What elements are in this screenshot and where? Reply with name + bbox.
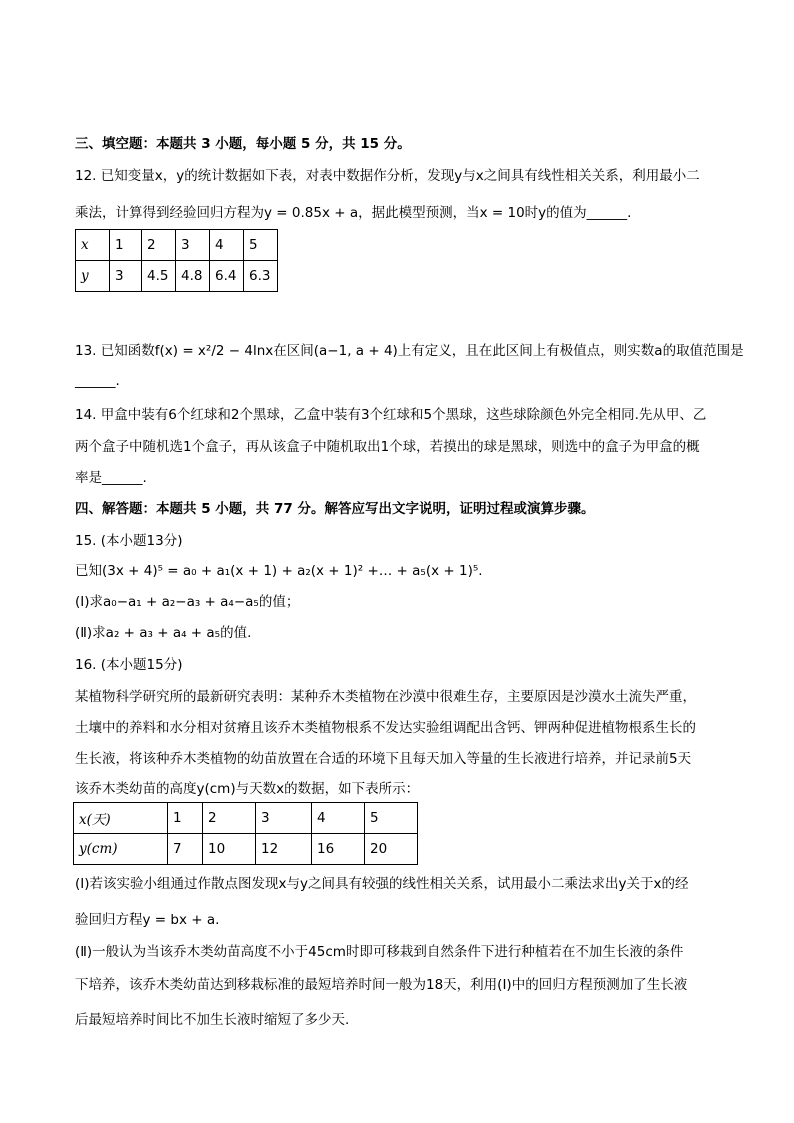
q16-table-cell: y(cm): [74, 834, 168, 865]
q16-table-cell: 1: [168, 803, 203, 834]
q16-part2-line2: 下培养，该乔木类幼苗达到移栽标准的最短培养时间一般为18天，利用(Ⅰ)中的回归方程预测加了生长液: [75, 977, 688, 993]
q12-table-cell: 4.8: [176, 261, 210, 292]
q12-table-row: [76, 230, 278, 261]
q16-table-row: [74, 803, 418, 834]
q16-table-cell: 16: [312, 834, 365, 865]
q15-header: 15. (本小题13分): [75, 533, 183, 549]
q12-line1: 12. 已知变量x，y的统计数据如下表，对表中数据作分析，发现y与x之间具有线性相关关系，利用最小二: [75, 168, 700, 184]
q16-table-cell: 2: [203, 803, 256, 834]
q16-para-line2: 土壤中的养料和水分相对贫瘠且该乔木类植物根系不发达实验组调配出含钙、钾两种促进植物根系生长的: [75, 720, 696, 736]
q12-table-cell: 3: [110, 261, 142, 292]
q16-part1-line2: 验回归方程y = bx + a.: [75, 912, 220, 928]
q15-part2: (Ⅱ)求a₂ + a₃ + a₄ + a₅的值.: [75, 625, 252, 641]
q12-table-cell: 6.3: [244, 261, 278, 292]
q16-table-cell: 4: [312, 803, 365, 834]
q12-table-cell: 6.4: [210, 261, 244, 292]
q12-table-cell: y: [76, 261, 110, 292]
q14-line3: 率是______.: [75, 470, 147, 486]
q15-part1: (Ⅰ)求a₀−a₁ + a₂−a₃ + a₄−a₅的值；: [75, 594, 300, 610]
q12-line2: 乘法，计算得到经验回归方程为y = 0.85x + a，据此模型预测，当x = 10时y的值为______.: [75, 205, 632, 221]
q16-table-cell: 7: [168, 834, 203, 865]
q16-part2-line3: 后最短培养时间比不加生长液时缩短了多少天.: [75, 1012, 350, 1028]
q12-table-cell: 2: [142, 230, 176, 261]
q16-data-table: [73, 802, 418, 865]
q16-table-row: [74, 834, 418, 865]
q12-table-cell: x: [76, 230, 110, 261]
q16-part2-line1: (Ⅱ)一般认为当该乔木类幼苗高度不小于45cm时即可移栽到自然条件下进行种植若在不加生长液的条件: [75, 944, 684, 960]
q16-para-line4: 该乔木类幼苗的高度y(cm)与天数x的数据，如下表所示：: [75, 781, 420, 797]
q13-line1: 13. 已知函数f(x) = x²/2 − 4lnx在区间(a−1, a + 4)上有定义，且在此区间上有极值点，则实数a的取值范围是: [75, 343, 744, 359]
q12-table-cell: 1: [110, 230, 142, 261]
q16-table-cell: 3: [256, 803, 312, 834]
section3-title: 三、填空题：本题共 3 小题，每小题 5 分，共 15 分。: [75, 136, 411, 152]
q16-part1-line1: (Ⅰ)若该实验小组通过作散点图发现x与y之间具有较强的线性相关关系，试用最小二乘法求出y关于x的经: [75, 876, 689, 892]
q16-table-cell: x(天): [74, 803, 168, 834]
q14-line2: 两个盒子中随机选1个盒子，再从该盒子中随机取出1个球，若摸出的球是黑球，则选中的盒子为甲盒的概: [75, 439, 700, 455]
q12-table-cell: 4: [210, 230, 244, 261]
q12-table-row: [76, 261, 278, 292]
q14-line1: 14. 甲盒中装有6个红球和2个黑球，乙盒中装有3个红球和5个黑球，这些球除颜色外完全相同.先从甲、乙: [75, 407, 707, 423]
q16-para-line3: 生长液，将该种乔木类植物的幼苗放置在合适的环境下且每天加入等量的生长液进行培养，并记录前5天: [75, 751, 692, 767]
q16-para-line1: 某植物科学研究所的最新研究表明：某种乔木类植物在沙漠中很难生存，主要原因是沙漠水土流失严重，: [75, 689, 696, 705]
q15-statement: 已知(3x + 4)⁵ = a₀ + a₁(x + 1) + a₂(x + 1)² +… + a₅(x + 1)⁵.: [75, 563, 483, 579]
q12-table-cell: 3: [176, 230, 210, 261]
q16-table-cell: 20: [365, 834, 418, 865]
section4-title: 四、解答题：本题共 5 小题，共 77 分。解答应写出文字说明，证明过程或演算步骤。: [75, 501, 595, 517]
q12-data-table: [75, 229, 278, 292]
q12-table-cell: 4.5: [142, 261, 176, 292]
q16-header: 16. (本小题15分): [75, 657, 183, 673]
q13-line2: ______.: [75, 373, 120, 389]
q16-table-cell: 5: [365, 803, 418, 834]
q16-table-cell: 10: [203, 834, 256, 865]
q16-table-cell: 12: [256, 834, 312, 865]
q12-table-cell: 5: [244, 230, 278, 261]
